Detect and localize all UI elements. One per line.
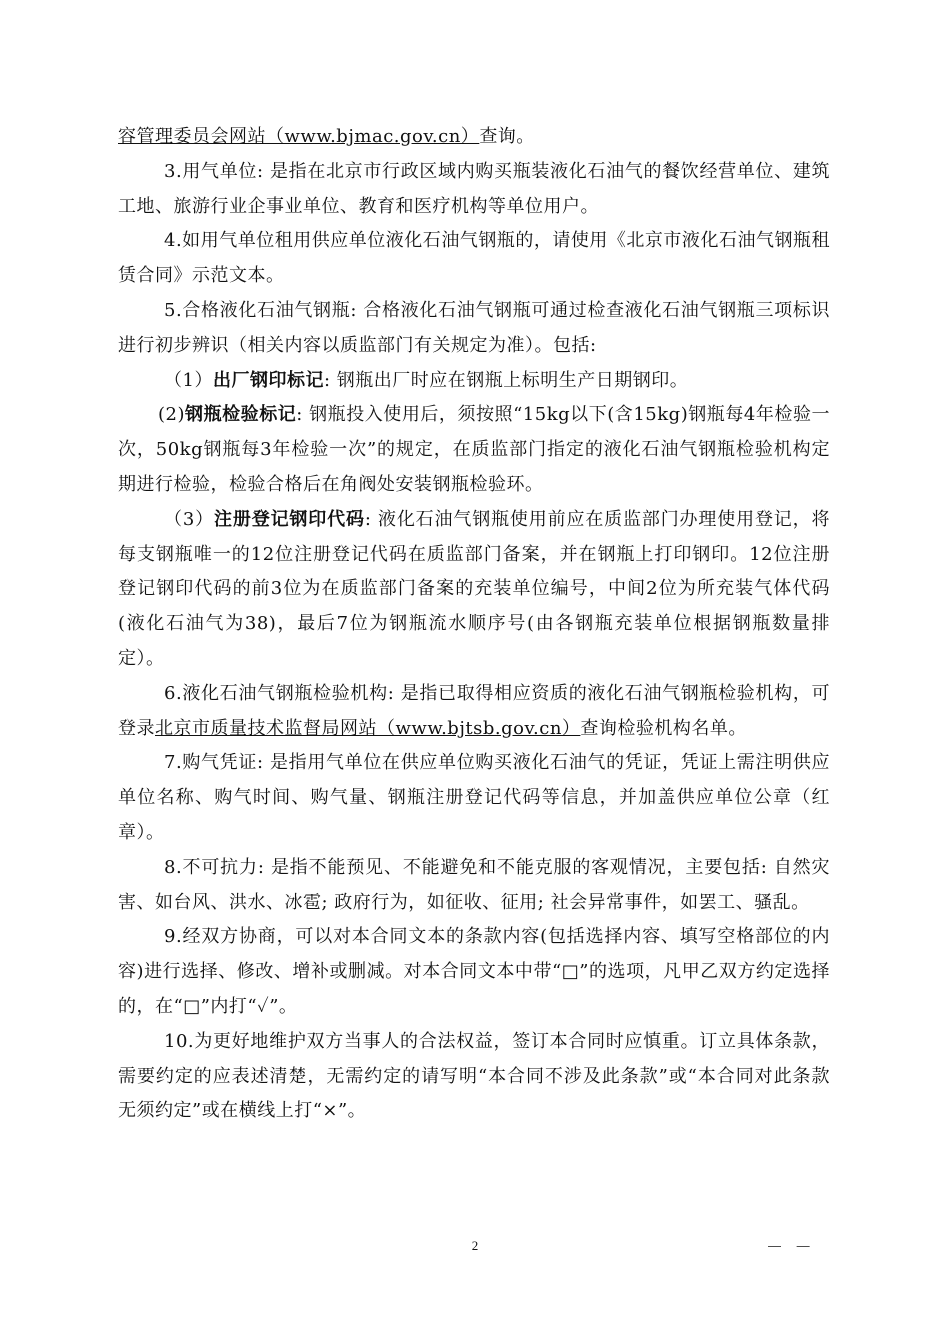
clause-8-force-majeure: 8.不可抗力: 是指不能预见、不能避免和不能克服的客观情况，主要包括: 自然灾害、如台风、洪水、冰雹; 政府行为，如征收、征用; 社会异常事件，如罢工、骚乱。 — [118, 856, 830, 913]
clause-3-gas-user: 3.用气单位: 是指在北京市行政区域内购买瓶装液化石油气的餐饮经营单位、建筑工地、旅游行业企事业单位、教育和医疗机构等单位用户。 — [118, 160, 830, 217]
document-body — [118, 120, 830, 1129]
item-3-registration-code — [118, 503, 830, 677]
item-term: 出厂钢印标记 — [212, 369, 324, 391]
clause-9-negotiation: 9.经双方协商，可以对本合同文本的条款内容(包括选择内容、填写空格部位的内容)进行选择、修改、增补或删减。对本合同文本中带“□”的选项，凡甲乙双方约定选择的，在“□”内打“✓”。 — [118, 926, 830, 1017]
clause-7-purchase-voucher: 7.购气凭证: 是指用气单位在供应单位购买液化石油气的凭证，凭证上需注明供应单位名称、购气时间、购气量、钢瓶注册登记代码等信息，并加盖供应单位公章（红章）。 — [118, 752, 830, 843]
clause-5-qualified-cylinder: 5.合格液化石油气钢瓶: 合格液化石油气钢瓶可通过检查液化石油气钢瓶三项标识进行初步辨识（相关内容以质监部门有关规定为准）。包括: — [118, 299, 830, 356]
footer-marks: — — — [768, 1238, 816, 1253]
clause-6-inspection-agency — [118, 677, 830, 747]
website-link-bjmac[interactable]: 容管理委员会网站（www.bjmac.gov.cn） — [118, 126, 480, 147]
clause-4-cylinder-rental: 4.如用气单位租用供应单位液化石油气钢瓶的，请使用《北京市液化石油气钢瓶租赁合同》示范文本。 — [118, 230, 830, 287]
website-link-bjtsb[interactable]: 北京市质量技术监督局网站（www.bjtsb.gov.cn） — [155, 717, 581, 739]
item-2-inspection-mark — [118, 398, 830, 502]
item-text: : 钢瓶投入使用后，须按照“15kg以下(含15kg)钢瓶每4年检验一次，50kg钢瓶每3年检验一次”的规定，在质监部门指定的液化石油气钢瓶检验机构定期进行检验，检验合格后在角阀处安装钢瓶检验环。 — [118, 404, 830, 495]
item-number: (2) — [158, 404, 185, 426]
paragraph-text: 查询。 — [479, 126, 535, 147]
paragraph-text: 查询检验机构名单。 — [580, 717, 747, 739]
clause-10-caution: 10.为更好地维护双方当事人的合法权益，签订本合同时应慎重。订立具体条款，需要约定的应表述清楚，无需约定的请写明“本合同不涉及此条款”或“本合同对此条款无须约定”或在横线上打“×”。 — [118, 1030, 830, 1122]
item-number: （3） — [164, 508, 215, 530]
item-1-factory-stamp — [118, 364, 830, 399]
item-text: : 钢瓶出厂时应在钢瓶上标明生产日期钢印。 — [323, 369, 689, 391]
paragraph-text: 6.液化石油气钢瓶检验机构: 是指已取得相应资质的液化石油气钢瓶检验机构，可登录 — [118, 682, 830, 739]
paragraph-continuation — [118, 120, 830, 155]
item-term: 钢瓶检验标记 — [185, 404, 297, 426]
item-term: 注册登记钢印代码 — [214, 508, 365, 530]
item-number: （1） — [164, 369, 213, 391]
page-number: 2 — [471, 1238, 479, 1253]
item-text: : 液化石油气钢瓶使用前应在质监部门办理使用登记，将每支钢瓶唯一的12位注册登记代码在质监部门备案，并在钢瓶上打印钢印。12位注册登记钢印代码的前3位为在质监部门备案的充装单位编号，中间2位为所充装气体代码(液化石油气为38)，最后7位为钢瓶流水顺序号(由各钢瓶充装单位根据钢瓶数量排定）。 — [118, 508, 831, 669]
